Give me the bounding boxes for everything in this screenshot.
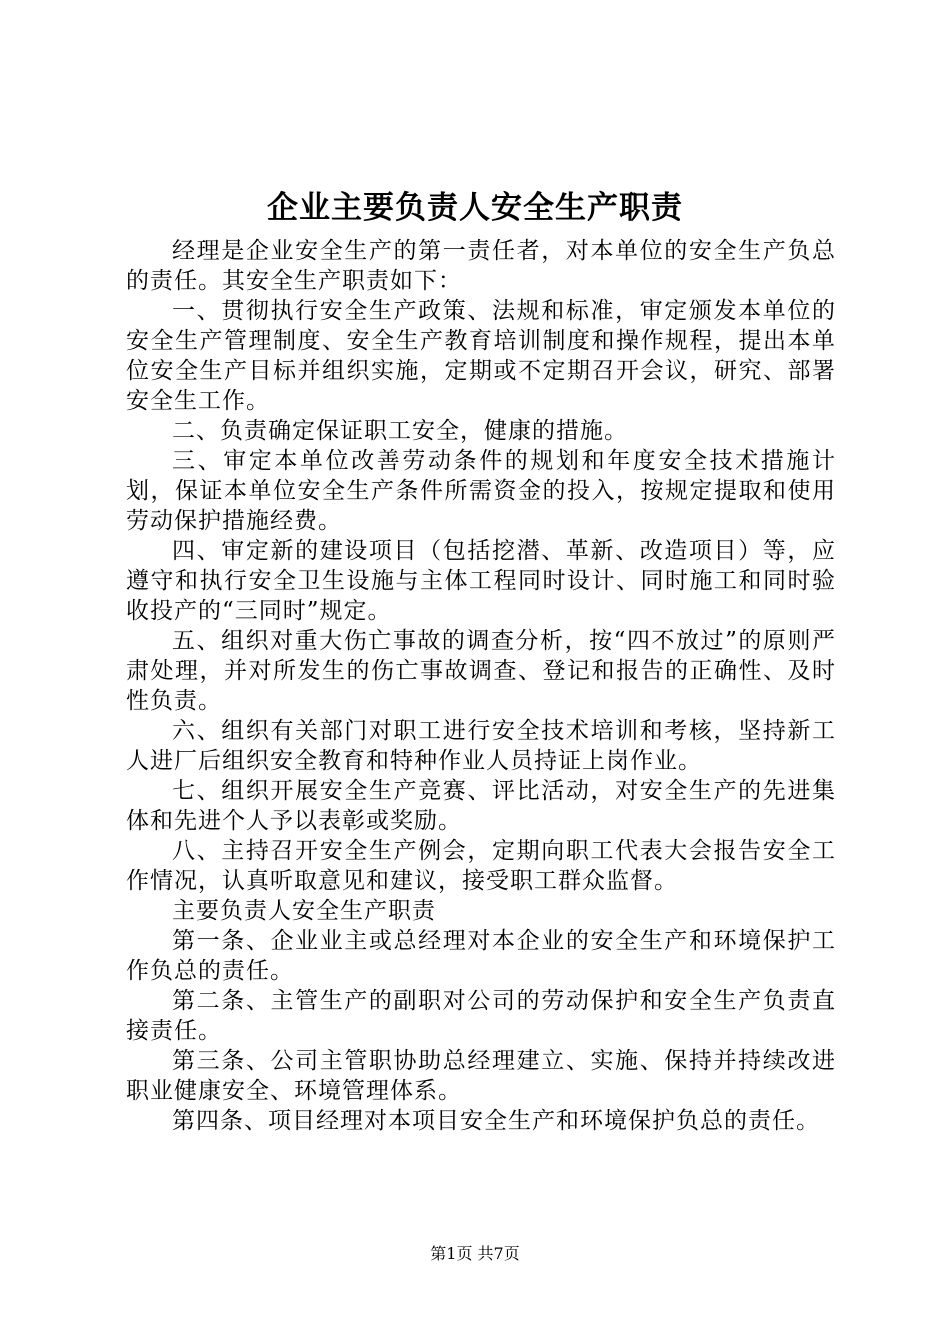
paragraph: 三、审定本单位改善劳动条件的规划和年度安全技术措施计划，保证本单位安全生产条件所需资金的投入，按规定提取和使用劳动保护措施经费。 — [126, 448, 836, 534]
paragraph: 第二条、主管生产的副职对公司的劳动保护和安全生产负责直接责任。 — [126, 988, 836, 1044]
paragraph: 第四条、项目经理对本项目安全生产和环境保护负总的责任。 — [172, 1108, 820, 1134]
document-body — [126, 236, 836, 1136]
paragraph: 第三条、公司主管职协助总经理建立、实施、保持并持续改进职业健康安全、环境管理体系。 — [126, 1048, 836, 1104]
paragraph: 七、组织开展安全生产竞赛、评比活动，对安全生产的先进集体和先进个人予以表彰或奖励。 — [126, 778, 836, 834]
paragraph: 经理是企业安全生产的第一责任者，对本单位的安全生产负总的责任。其安全生产职责如下： — [126, 238, 836, 294]
paragraph: 二、负责确定保证职工安全，健康的措施。 — [172, 418, 628, 444]
paragraph: 第一条、企业业主或总经理对本企业的安全生产和环境保护工作负总的责任。 — [126, 928, 836, 984]
paragraph: 一、贯彻执行安全生产政策、法规和标准，审定颁发本单位的安全生产管理制度、安全生产教育培训制度和操作规程，提出本单位安全生产目标并组织实施，定期或不定期召开会议，研究、部署安全生工作。 — [126, 298, 836, 414]
section-heading: 主要负责人安全生产职责 — [172, 898, 436, 924]
paragraph: 四、审定新的建设项目（包括挖潜、革新、改造项目）等，应遵守和执行安全卫生设施与主体工程同时设计、同时施工和同时验收投产的“三同时”规定。 — [126, 538, 836, 624]
paragraph: 八、主持召开安全生产例会，定期向职工代表大会报告安全工作情况，认真听取意见和建议，接受职工群众监督。 — [126, 838, 836, 894]
page-footer: 第1页 共7页 — [430, 1244, 520, 1263]
paragraph: 六、组织有关部门对职工进行安全技术培训和考核，坚持新工人进厂后组织安全教育和特种作业人员持证上岗作业。 — [126, 718, 836, 774]
paragraph: 五、组织对重大伤亡事故的调查分析，按“四不放过”的原则严肃处理，并对所发生的伤亡事故调查、登记和报告的正确性、及时性负责。 — [126, 628, 836, 714]
document-title: 企业主要负责人安全生产职责 — [267, 190, 683, 226]
